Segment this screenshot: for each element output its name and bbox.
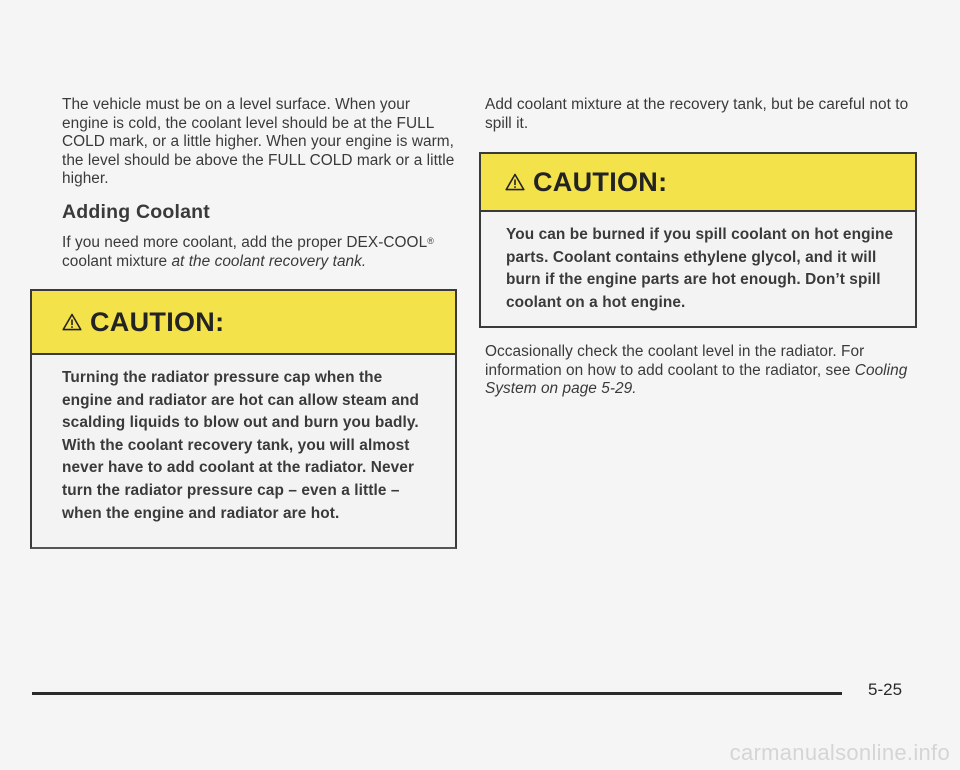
check-level-text: Occasionally check the coolant level in the radiator. For information on how to add coolant to the radiator, see bbox=[485, 343, 865, 379]
caution-title: CAUTION: bbox=[533, 166, 668, 197]
caution-text: You can be burned if you spill coolant on hot engine parts. Coolant contains ethylene glycol, and it will burn if the engine parts are hot enough. Don’t spill coolant on a hot engine. bbox=[506, 226, 894, 311]
caution-banner bbox=[481, 154, 915, 212]
add-coolant-text: If you need more coolant, add the proper DEX-COOL bbox=[62, 233, 428, 251]
check-level-paragraph bbox=[485, 343, 917, 399]
level-surface-paragraph: The vehicle must be on a level surface. When your engine is cold, the coolant level should be at the FULL COLD mark, or a little higher. When your engine is warm, the level should be above the FULL COLD mark or a little higher. bbox=[62, 96, 455, 188]
caution-banner bbox=[32, 289, 455, 355]
footer-rule bbox=[32, 692, 842, 695]
page-number: 5-25 bbox=[868, 680, 903, 699]
caution-box-radiator bbox=[30, 289, 457, 549]
right-column-lower bbox=[485, 343, 917, 399]
recovery-tank-paragraph: Add coolant mixture at the recovery tank, but be careful not to spill it. bbox=[485, 96, 909, 132]
caution-text: Turning the radiator pressure cap when the engine and radiator are hot can allow steam and scalding liquids to blow out and burn you badly. With the coolant recovery tank, you will almost never have to add coolant at the radiator. Never turn the radiator pressure cap – even a little – when the engine and radiator are hot. bbox=[62, 369, 420, 522]
warning-triangle-icon bbox=[505, 173, 525, 191]
caution-box-spill bbox=[479, 152, 917, 328]
registered-mark: ® bbox=[427, 235, 434, 246]
coolant-tank-emphasis: at the coolant recovery tank. bbox=[171, 252, 367, 270]
warning-triangle-icon bbox=[62, 313, 82, 331]
add-coolant-paragraph bbox=[62, 234, 458, 271]
watermark: carmanualsonline.info bbox=[729, 740, 950, 765]
left-column bbox=[62, 96, 458, 271]
add-coolant-text-mid: coolant mixture bbox=[62, 252, 172, 270]
right-column bbox=[485, 96, 917, 133]
caution-title: CAUTION: bbox=[90, 306, 225, 337]
cooling-system-link[interactable]: Cooling System on page 5-29. bbox=[485, 361, 908, 398]
section-heading: Adding Coolant bbox=[62, 200, 210, 223]
